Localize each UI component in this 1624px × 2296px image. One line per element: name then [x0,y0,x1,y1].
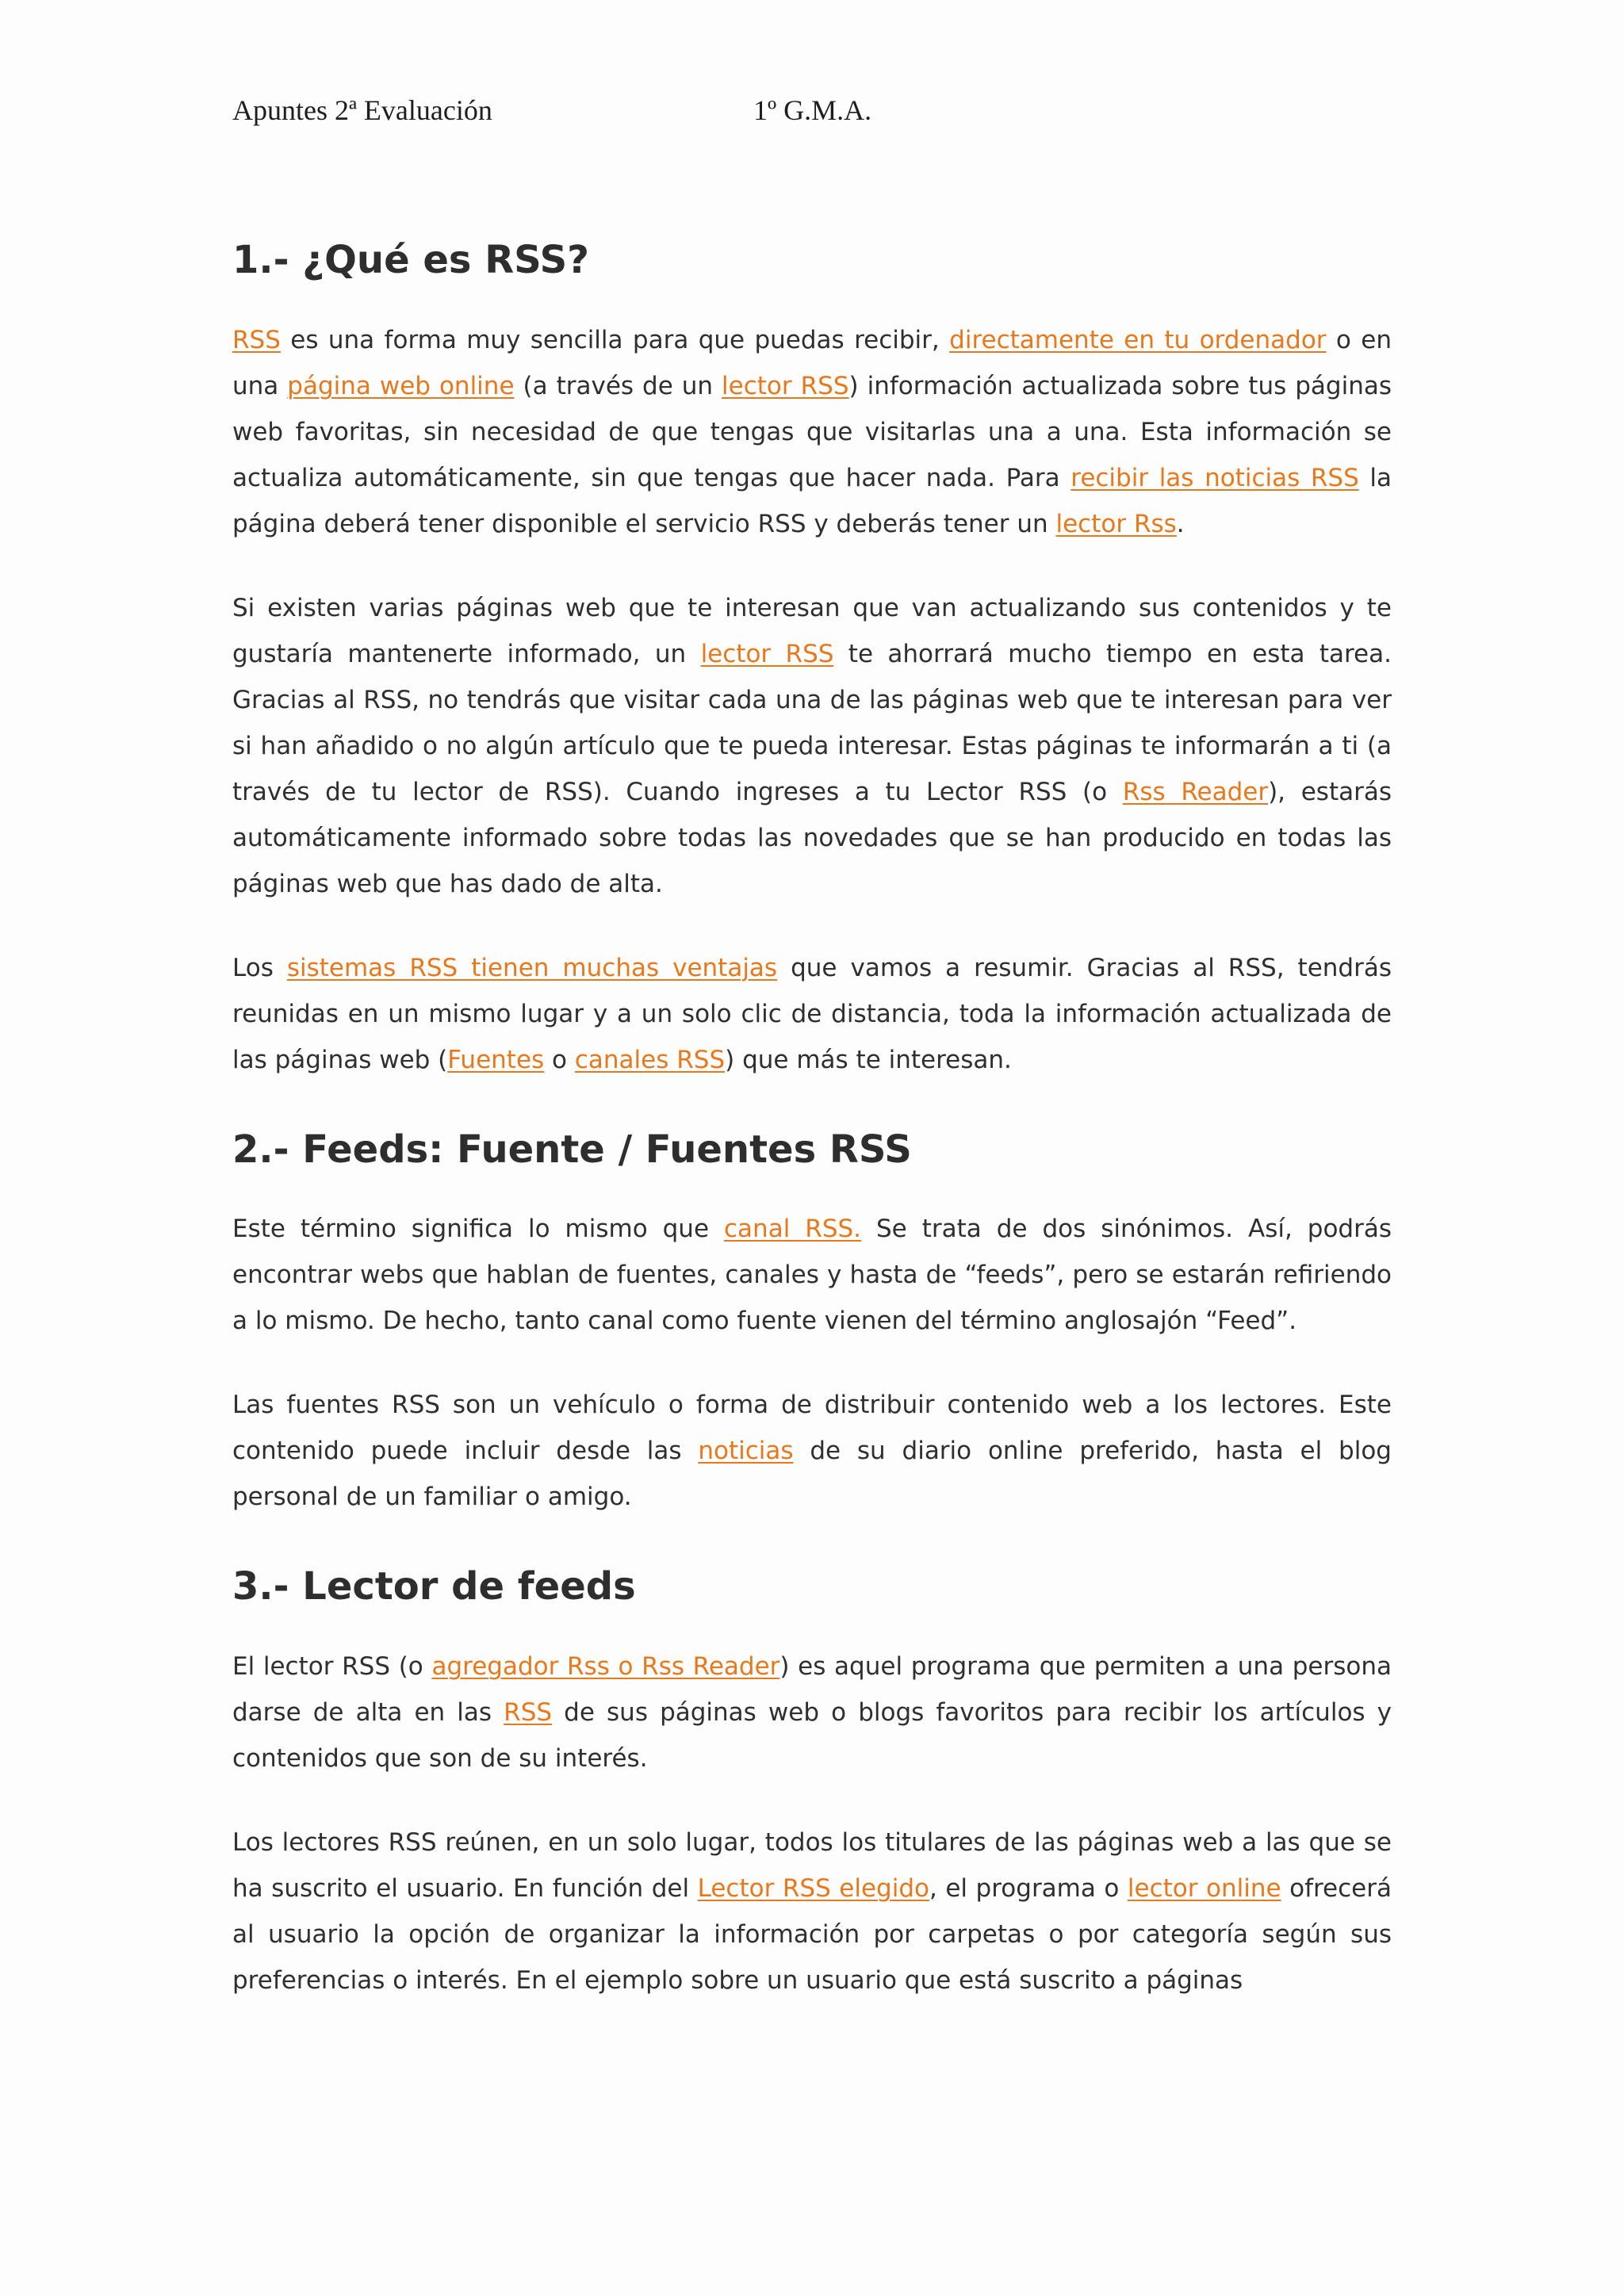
link-lector-rss-3[interactable]: lector RSS [700,639,834,668]
paragraph: Los sistemas RSS tienen muchas ventajas que vamos a resumir. Gracias al RSS, tendrás reunidas en un mismo lugar y a un solo clic de distancia, toda la información actualizada de las páginas web (Fuentes o canales RSS) que más te interesan. [232,953,1392,1074]
link-lector-online[interactable]: lector online [1127,1873,1281,1903]
link-lector-rss[interactable]: lector RSS [722,371,849,400]
header-course-notes: Apuntes 2ª Evaluación [232,94,492,126]
paragraph: Este término significa lo mismo que canal RSS. Se trata de dos sinónimos. Así, podrás encontrar webs que hablan de fuentes, canales y hasta de “feeds”, pero se estarán refiriendo a lo mismo. De hecho, tanto canal como fuente vienen del término anglosajón “Feed”. [232,1215,1392,1336]
link-pagina-web-online[interactable]: página web online [287,371,515,400]
paragraph: RSS es una forma muy sencilla para que puedas recibir, directamente en tu ordenador o en una página web online (a través de un lector RSS) información actualizada sobre tus páginas web favoritas, sin necesidad de que tengas que visitarlas una a una. Esta información se actualiza automáticamente, sin que tengas que hacer nada. Para recibir las noticias RSS la página deberá tener disponible el servicio RSS y deberás tener un lector Rss. [232,325,1392,538]
link-rss-reader[interactable]: Rss Reader [1122,777,1269,806]
link-agregador-rss[interactable]: agregador Rss o Rss Reader [431,1651,780,1681]
link-rss[interactable]: RSS [232,325,281,354]
paragraph: El lector RSS (o agregador Rss o Rss Reader) es aquel programa que permiten a una persona darse de alta en las RSS de sus páginas web o blogs favoritos para recibir los artículos y contenidos que son de su interés. [232,1651,1392,1773]
link-recibir-las-noticias-rss[interactable]: recibir las noticias RSS [1071,463,1359,492]
link-lector-rss-elegido[interactable]: Lector RSS elegido [697,1873,929,1903]
link-lector-rss-2[interactable]: lector Rss [1055,509,1177,538]
page-header [232,94,1390,141]
section-heading-what-is-rss: 1.- ¿Qué es RSS? [232,238,589,282]
section-heading-feeds: 2.- Feeds: Fuente / Fuentes RSS [232,1127,912,1172]
link-noticias[interactable]: noticias [698,1437,794,1466]
link-directamente-en-tu-ordenador[interactable]: directamente en tu ordenador [949,325,1327,354]
document-body [232,238,1392,2003]
link-sistemas-rss-ventajas[interactable]: sistemas RSS tienen muchas ventajas [286,953,778,982]
section-heading-lector-de-feeds: 3.- Lector de feeds [232,1564,636,1609]
link-canal-rss[interactable]: canal RSS. [724,1215,862,1244]
paragraph: Si existen varias páginas web que te interesan que van actualizando sus contenidos y te gustaría mantenerte informado, un lector RSS te ahorrará mucho tiempo en esta tarea. Gracias al RSS, no tendrás que visitar cada una de las páginas web que te interesan para ver si han añadido o no algún artículo que te pueda interesar. Estas páginas te informarán a ti (a través de tu lector de RSS). Cuando ingreses a tu Lector RSS (o Rss Reader), estarás automáticamente informado sobre todas las novedades que se han producido en todas las páginas web que has dado de alta. [232,593,1392,898]
paragraph: Las fuentes RSS son un vehículo o forma de distribuir contenido web a los lectores. Este contenido puede incluir desde las noticias de su diario online preferido, hasta el blog personal de un familiar o amigo. [232,1391,1392,1512]
link-canales-rss[interactable]: canales RSS [574,1045,726,1074]
paragraph: Los lectores RSS reúnen, en un solo lugar, todos los titulares de las páginas web a las que se ha suscrito el usuario. En función del Lector RSS elegido, el programa o lector online ofrecerá al usuario la opción de organizar la información por carpetas o por categoría según sus preferencias o interés. En el ejemplo sobre un usuario que está suscrito a páginas [232,1827,1392,1995]
link-rss-2[interactable]: RSS [504,1697,553,1727]
header-class-group: 1º G.M.A. [753,94,872,126]
link-fuentes[interactable]: Fuentes [447,1045,545,1074]
